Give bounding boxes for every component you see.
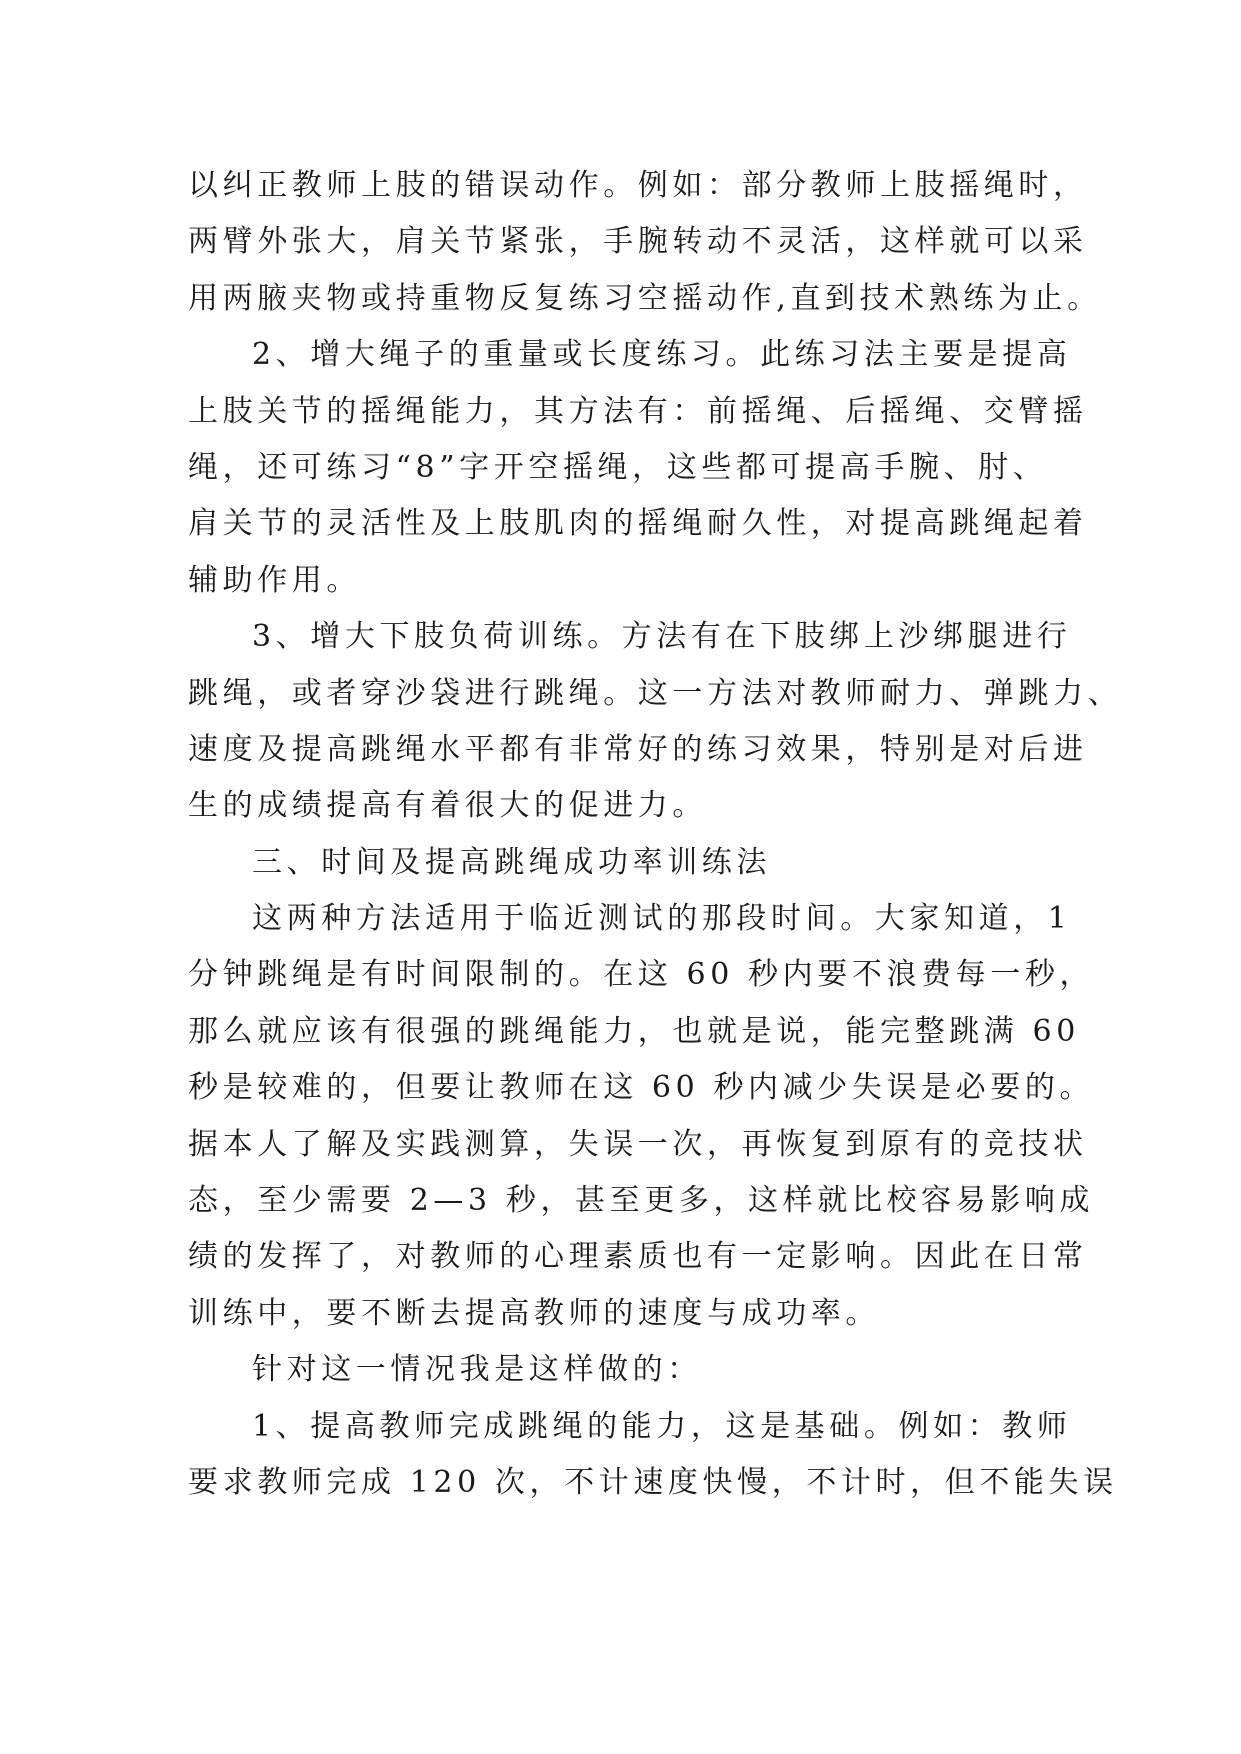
- text-line: 分钟跳绳是有时间限制的。在这 60 秒内要不浪费每一秒，: [188, 957, 1095, 993]
- text-line: 速度及提高跳绳水平都有非常好的练习效果，特别是对后进: [188, 731, 1088, 767]
- text-line: 以纠正教师上肢的错误动作。例如：部分教师上肢摇绳时，: [188, 168, 1088, 203]
- paragraph-first-line: 2、增大绳子的重量或长度练习。此练习法主要是提高: [252, 337, 1072, 373]
- text-line: 据本人了解及实践测算，失误一次，再恢复到原有的竞技状: [188, 1126, 1088, 1162]
- paragraph-first-line: 这两种方法适用于临近测试的那段时间。大家知道，1: [252, 901, 1072, 937]
- paragraph-first-line: 三、时间及提高跳绳成功率训练法: [252, 844, 771, 880]
- text-line: 两臂外张大，肩关节紧张，手腕转动不灵活，这样就可以采: [188, 224, 1088, 260]
- text-line: 那么就应该有很强的跳绳能力，也就是说，能完整跳满 60: [188, 1013, 1080, 1049]
- text-line: 态，至少需要 2—3 秒，甚至更多，这样就比校容易影响成: [188, 1183, 1095, 1219]
- text-line: 上肢关节的摇绳能力，其方法有：前摇绳、后摇绳、交臂摇: [188, 393, 1088, 429]
- text-line: 绩的发挥了，对教师的心理素质也有一定影响。因此在日常: [188, 1239, 1088, 1275]
- text-line: 要求教师完成 120 次，不计速度快慢，不计时，但不能失误: [188, 1464, 1118, 1500]
- paragraph-first-line: 1、提高教师完成跳绳的能力，这是基础。例如：教师: [252, 1408, 1072, 1444]
- text-line: 肩关节的灵活性及上肢肌肉的摇绳耐久性，对提高跳绳起着: [188, 506, 1088, 542]
- text-line: 用两腋夹物或持重物反复练习空摇动作,直到技术熟练为止。: [188, 280, 1102, 316]
- paragraph-first-line: 3、增大下肢负荷训练。方法有在下肢绑上沙绑腿进行: [252, 619, 1072, 655]
- document-body: [188, 158, 1123, 1511]
- text-line: 辅助作用。: [188, 562, 361, 598]
- text-line: 秒是较难的，但要让教师在这 60 秒内减少失误是必要的。: [188, 1070, 1095, 1106]
- text-line: 绳，还可练习“8”字开空摇绳，这些都可提高手腕、肘、: [188, 449, 1048, 485]
- text-line: 训练中，要不断去提高教师的速度与成功率。: [188, 1295, 880, 1331]
- paragraph-first-line: 针对这一情况我是这样做的：: [252, 1352, 702, 1388]
- text-line: 生的成绩提高有着很大的促进力。: [188, 788, 707, 824]
- text-line: 跳绳，或者穿沙袋进行跳绳。这一方法对教师耐力、弹跳力、: [188, 675, 1123, 711]
